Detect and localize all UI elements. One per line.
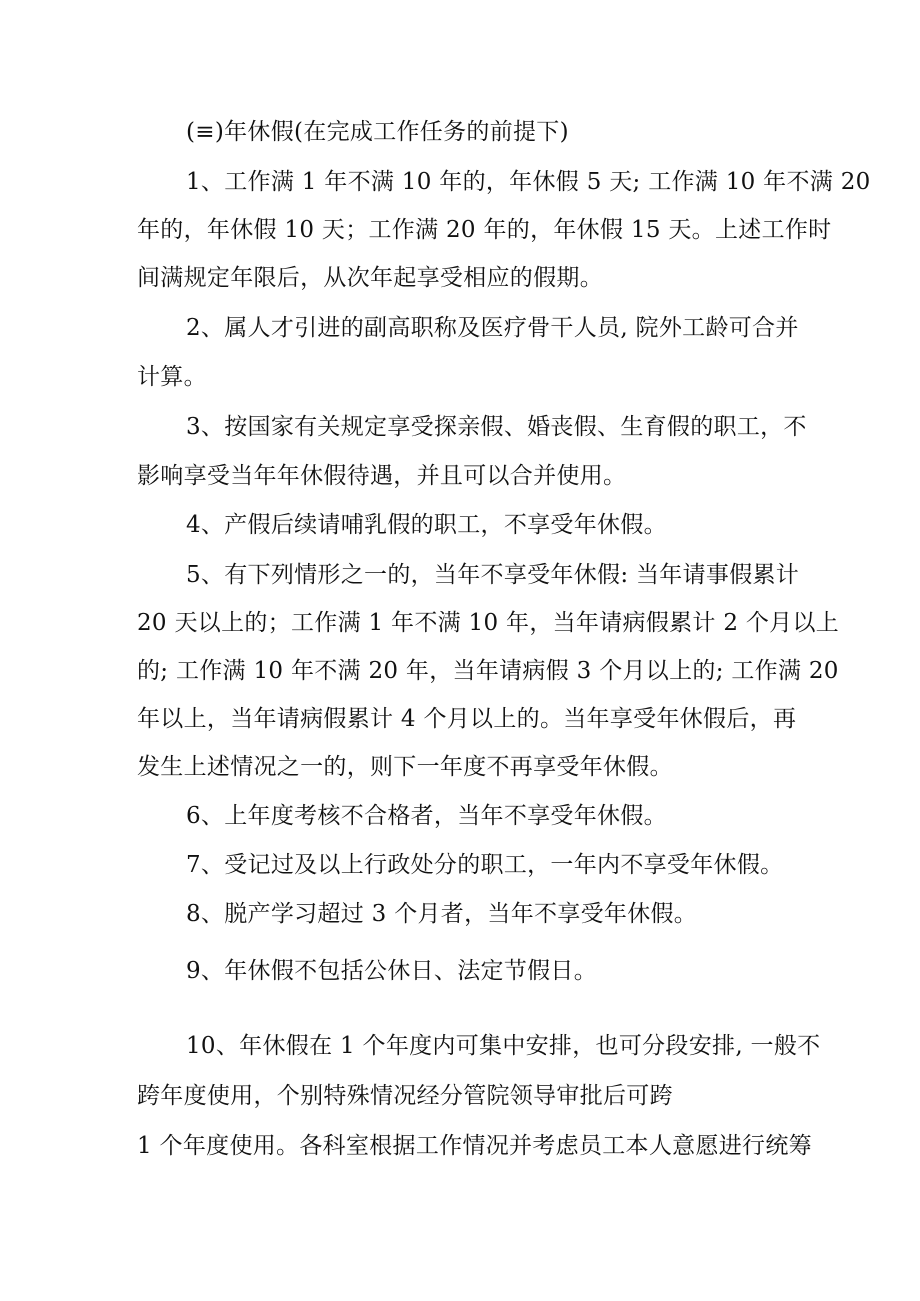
- paragraph-line: 20 天以上的；工作满 1 年不满 10 年，当年请病假累计 2 个月以上: [137, 610, 840, 636]
- paragraph-line: 3、按国家有关规定享受探亲假、婚丧假、生育假的职工，不: [186, 414, 807, 440]
- paragraph-line: 影响享受当年年休假待遇，并且可以合并使用。: [137, 463, 627, 489]
- paragraph-line: 2、属人才引进的副高职称及医疗骨干人员, 院外工龄可合并: [186, 315, 799, 341]
- paragraph-line: 8、脱产学习超过 3 个月者，当年不享受年休假。: [186, 901, 698, 927]
- paragraph-line: 跨年度使用，个别特殊情况经分管院领导审批后可跨: [137, 1083, 673, 1109]
- paragraph-line: 5、有下列情形之一的，当年不享受年休假: 当年请事假累计: [186, 562, 800, 588]
- paragraph-line: 4、产假后续请哺乳假的职工，不享受年休假。: [186, 512, 667, 538]
- paragraph-line: 发生上述情况之一的，则下一年度不再享受年休假。: [137, 754, 673, 780]
- paragraph-line: 7、受记过及以上行政处分的职工，一年内不享受年休假。: [186, 852, 784, 878]
- paragraph-line: 间满规定年限后，从次年起享受相应的假期。: [137, 265, 603, 291]
- section-heading: (≡)年休假(在完成工作任务的前提下): [186, 119, 569, 145]
- paragraph-line: 9、年休假不包括公休日、法定节假日。: [186, 958, 598, 984]
- paragraph-line: 年的，年休假 10 天；工作满 20 年的，年休假 15 天。上述工作时: [137, 217, 832, 243]
- paragraph-line: 计算。: [137, 364, 207, 390]
- paragraph-line: 6、上年度考核不合格者，当年不享受年休假。: [186, 803, 667, 829]
- paragraph-line: 的; 工作满 10 年不满 20 年，当年请病假 3 个月以上的; 工作满 20: [137, 658, 839, 684]
- paragraph-line: 年以上，当年请病假累计 4 个月以上的。当年享受年休假后，再: [137, 706, 797, 732]
- paragraph-line: 10、年休假在 1 个年度内可集中安排，也可分段安排, 一般不: [186, 1033, 821, 1059]
- paragraph-line: 1、工作满 1 年不满 10 年的，年休假 5 天; 工作满 10 年不满 20: [186, 169, 871, 195]
- paragraph-line: 1 个年度使用。各科室根据工作情况并考虑员工本人意愿进行统筹: [137, 1133, 812, 1159]
